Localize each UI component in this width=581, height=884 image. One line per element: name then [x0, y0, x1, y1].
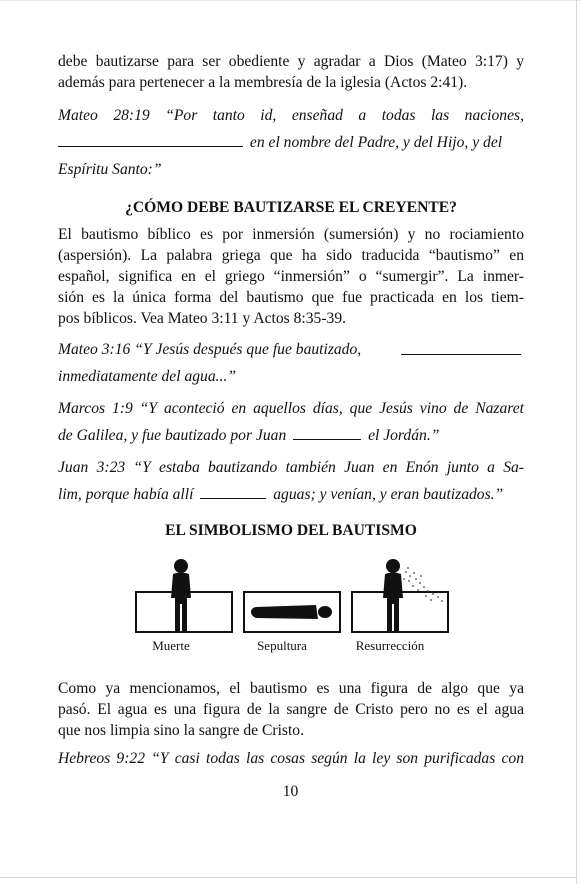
verse-line-2: [58, 422, 524, 449]
verse-line-2: [58, 481, 524, 508]
section-heading-2: EL SIMBOLISMO DEL BAUTISMO: [165, 522, 417, 539]
verse-text: Mateo 3:16 “Y Jesús después que fue bautizado,: [58, 341, 362, 358]
caption-resurrection: Resurrección: [355, 638, 425, 653]
intro-line-2: además para pertenecer a la membresía de la iglesia (Actos 2:41).: [58, 74, 468, 91]
verse-line-3: Espíritu Santo:”: [58, 161, 162, 178]
body1-line-3: español, significa en el griego “inmersión” o “sumergir”. La inmer-: [58, 268, 524, 285]
verse-text: aguas; y venían, y eran bautizados.”: [273, 486, 504, 503]
page-number: 10: [282, 783, 299, 800]
fill-in-blank[interactable]: [401, 353, 521, 355]
body1-line-5: pos bíblicos. Vea Mateo 3:11 y Actos 8:35-39.: [58, 310, 347, 327]
verse-text: lim, porque había allí: [58, 486, 194, 503]
verse-line-1: Mateo 28:19 “Por tanto id, enseñad a todas las naciones,: [58, 107, 524, 124]
body2-line-2: pasó. El agua es una figura de la sangre de Cristo pero no es el agua: [58, 701, 524, 718]
verse-line-2: [58, 129, 524, 156]
fill-in-blank[interactable]: [293, 438, 361, 440]
verse-juan-3-23: [58, 454, 524, 508]
water-splash-icon: [403, 567, 443, 602]
body1-line-1: El bautismo bíblico es por inmersión (sumersión) y no rociamiento: [58, 226, 524, 243]
section-heading-1: ¿CÓMO DEBE BAUTIZARSE EL CREYENTE?: [125, 199, 457, 216]
caption-death: Muerte: [152, 638, 190, 653]
intro-line-1: debe bautizarse para ser obediente y agradar a Dios (Mateo 3:17) y: [58, 53, 524, 70]
body1-line-4: sión es la única forma del bautismo que fue practicada en los tiem-: [58, 289, 524, 306]
body2-line-1: Como ya mencionamos, el bautismo es una figura de algo que ya: [58, 680, 524, 697]
fill-in-blank[interactable]: [200, 497, 266, 499]
rising-person-icon: [383, 559, 403, 632]
verse-line-1: Juan 3:23 “Y estaba bautizando también Juan en Enón junto a Sa-: [58, 459, 524, 476]
intro-paragraph: [58, 51, 524, 93]
fill-in-blank[interactable]: [58, 145, 243, 147]
burial-panel: [244, 592, 340, 632]
verse-mateo-3-16: [58, 336, 524, 390]
verse-marcos-1-9: [58, 395, 524, 449]
lying-person-icon: [251, 605, 332, 619]
page-edge-right: [576, 0, 577, 884]
verse-line-1: Hebreos 9:22 “Y casi todas las cosas según la ley son purificadas con: [58, 750, 524, 767]
verse-text: en el nombre del Padre, y del Hijo, y del: [249, 134, 503, 151]
verse-hebreos-9-22: [58, 745, 524, 772]
resurrection-panel: [352, 559, 448, 632]
page-edge-bottom: [0, 877, 577, 878]
body-paragraph-1: [58, 224, 524, 329]
verse-text: el Jordán.”: [368, 427, 440, 444]
body-paragraph-2: [58, 678, 524, 741]
verse-line-1: Marcos 1:9 “Y aconteció en aquellos días, que Jesús vino de Nazaret: [58, 400, 524, 417]
caption-burial: Sepultura: [257, 638, 307, 653]
standing-person-icon: [171, 559, 191, 632]
baptism-symbolism-figure: [130, 552, 450, 634]
verse-text: de Galilea, y fue bautizado por Juan: [58, 427, 287, 444]
verse-line-1: [58, 336, 524, 363]
verse-line-2: inmediatamente del agua...”: [58, 368, 237, 385]
death-panel: [136, 559, 232, 632]
page-edge-top: [0, 0, 581, 1]
body2-line-3: que nos limpia sino la sangre de Cristo.: [58, 722, 304, 739]
verse-mateo-28-19: [58, 102, 524, 183]
body1-line-2: (aspersión). La palabra griega que ha sido traducida “bautismo” en: [58, 247, 524, 264]
